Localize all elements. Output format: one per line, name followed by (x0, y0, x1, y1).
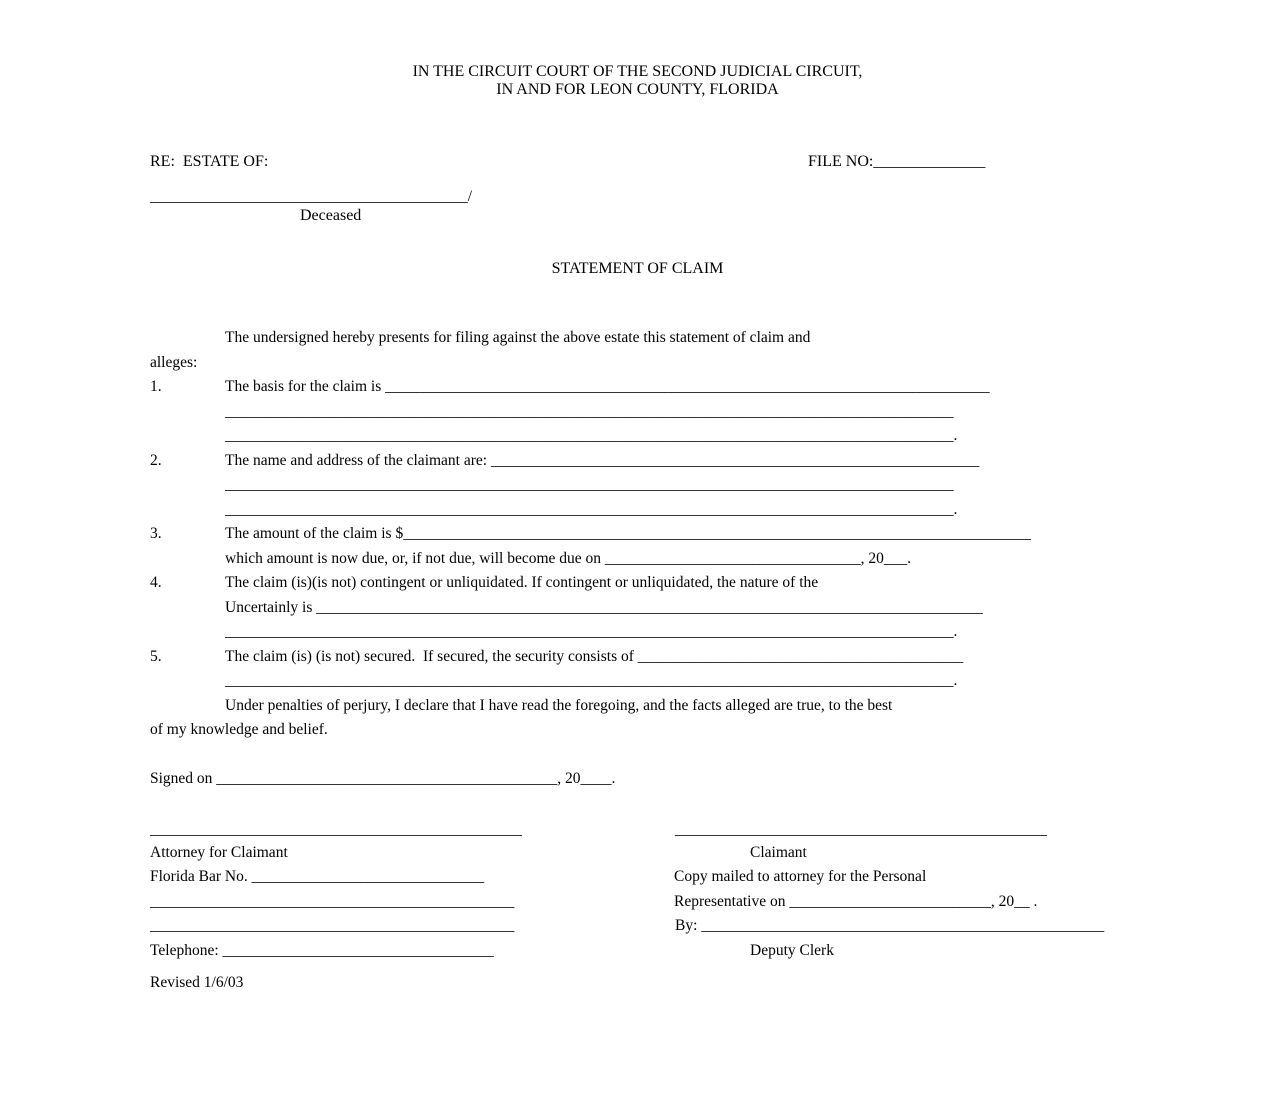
contingent-claim-line2: Uncertainly is ______________________________________________________________________________________ (225, 599, 983, 616)
claimant-signature-line: ________________________________________________ (675, 821, 1047, 838)
decedent-name-line: _________________________________________/ (150, 188, 473, 205)
perjury-declaration-line2: of my knowledge and belief. (150, 721, 328, 738)
item-number-2: 2. (150, 452, 162, 469)
claim-due-date-line: which amount is now due, or, if not due, will become due on _________________________________, 20___. (225, 550, 912, 567)
item-number-1: 1. (150, 378, 162, 395)
perjury-declaration-line1: Under penalties of perjury, I declare that I have read the foregoing, and the facts alleged are true, to the best (225, 697, 893, 714)
claim-basis-line3: ______________________________________________________________________________________________. (225, 427, 958, 444)
deputy-clerk-signature-line: By: ____________________________________________________ (675, 917, 1105, 934)
deputy-clerk-label: Deputy Clerk (750, 942, 834, 959)
item-number-3: 3. (150, 525, 162, 542)
contingent-claim-line3: ______________________________________________________________________________________________. (225, 623, 958, 640)
revision-date: Revised 1/6/03 (150, 974, 244, 991)
attorney-signature-line: ________________________________________________ (150, 821, 522, 838)
file-number-field: FILE NO:______________ (808, 153, 986, 170)
intro-paragraph-line2: alleges: (150, 354, 198, 371)
estate-of-label: RE: ESTATE OF: (150, 153, 269, 170)
claimant-name-address-line2: ______________________________________________________________________________________________ (225, 476, 954, 493)
claimant-name-address-line1: The name and address of the claimant are: _______________________________________________________________ (225, 452, 980, 469)
claim-amount-line: The amount of the claim is $_________________________________________________________________________________ (225, 525, 1031, 542)
claimant-label: Claimant (750, 844, 807, 861)
deceased-label: Deceased (300, 207, 362, 224)
florida-bar-number-line: Florida Bar No. ______________________________ (150, 868, 485, 885)
intro-paragraph-line1: The undersigned hereby presents for filing against the above estate this statement of claim and (225, 329, 811, 346)
attorney-for-claimant-label: Attorney for Claimant (150, 844, 288, 861)
claim-basis-line2: ______________________________________________________________________________________________ (225, 403, 954, 420)
document-title: STATEMENT OF CLAIM (551, 260, 724, 277)
secured-claim-line1: The claim (is) (is not) secured. If secured, the security consists of __________________________________________ (225, 648, 964, 665)
signed-on-date-line: Signed on ____________________________________________, 20____. (150, 770, 616, 787)
court-name-line2: IN AND FOR LEON COUNTY, FLORIDA (496, 81, 779, 98)
claim-basis-line1: The basis for the claim is ______________________________________________________________________________ (225, 378, 990, 395)
item-number-5: 5. (150, 648, 162, 665)
court-name-line1: IN THE CIRCUIT COURT OF THE SECOND JUDICIAL CIRCUIT, (412, 63, 863, 80)
copy-mailed-date-line: Representative on __________________________, 20__ . (674, 893, 1038, 910)
attorney-telephone-line: Telephone: ___________________________________ (150, 942, 494, 959)
claimant-name-address-line3: ______________________________________________________________________________________________. (225, 501, 958, 518)
attorney-address-line1: _______________________________________________ (150, 893, 515, 910)
secured-claim-line2: ______________________________________________________________________________________________. (225, 672, 958, 689)
contingent-claim-line1: The claim (is)(is not) contingent or unliquidated. If contingent or unliquidated, the nature of the (225, 574, 819, 591)
attorney-address-line2: _______________________________________________ (150, 917, 515, 934)
copy-mailed-line1: Copy mailed to attorney for the Personal (674, 868, 927, 885)
item-number-4: 4. (150, 574, 162, 591)
